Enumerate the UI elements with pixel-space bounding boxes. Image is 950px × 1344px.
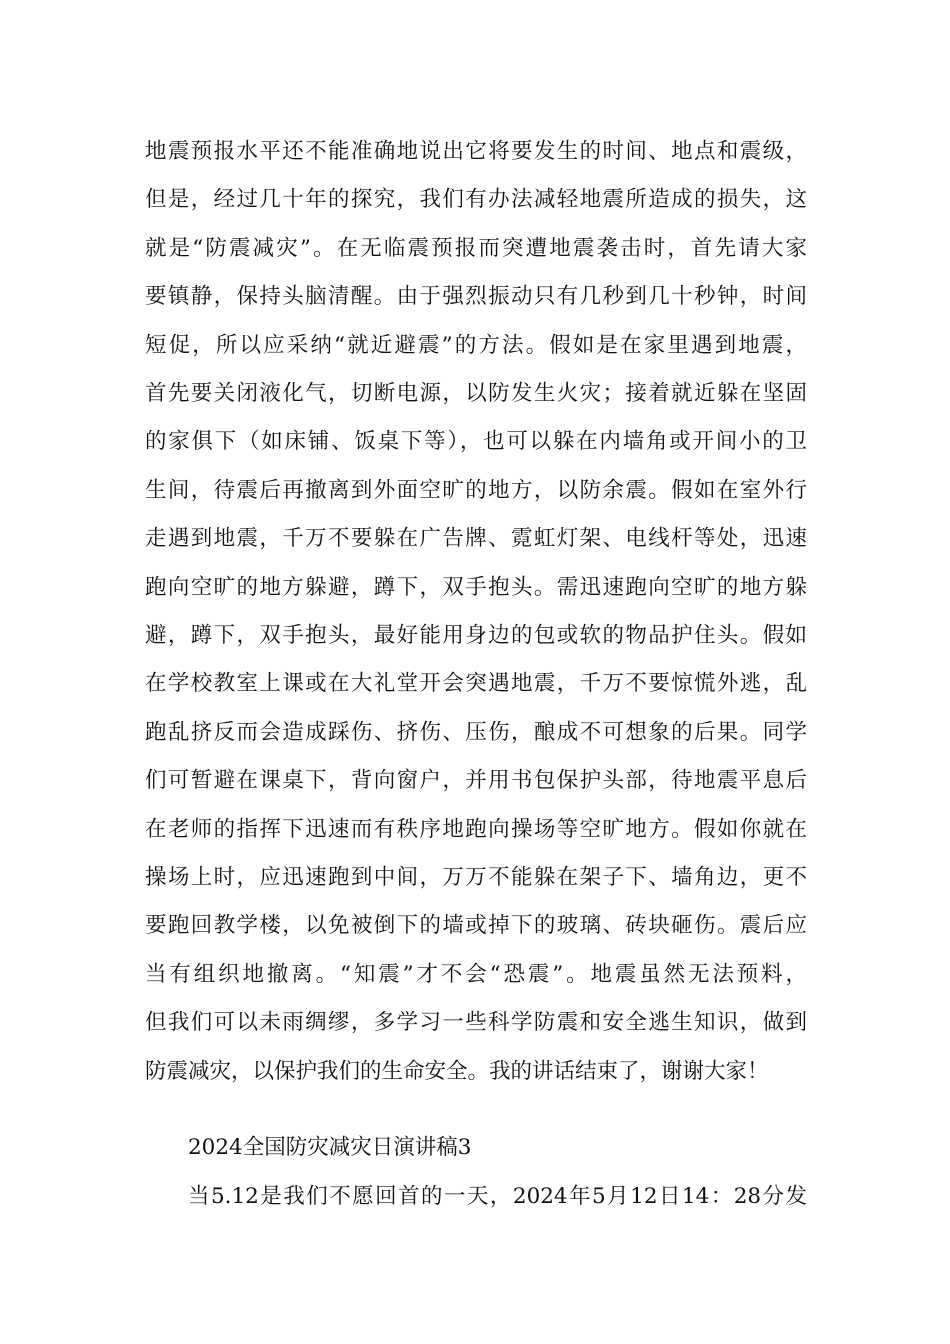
paragraph-2-line: 当5.12是我们不愿回首的一天，2024年5月12日14：28分发: [188, 1184, 807, 1209]
paragraph-line: 当有组织地撤离。“知震”才不会“恐震”。地震虽然无法预料，: [145, 961, 807, 987]
paragraph-line: 首先要关闭液化气，切断电源，以防发生火灾；接着就近躲在坚固: [145, 381, 807, 406]
paragraph-line: 但我们可以未雨绸缪，多学习一些科学防震和安全逃生知识，做到: [145, 1010, 807, 1036]
section-heading: 2024全国防灾减灾日演讲稿3: [188, 1135, 472, 1160]
paragraph-line: 在学校教室上课或在大礼堂开会突遇地震，千万不要惊慌外逃，乱: [145, 671, 807, 697]
paragraph-line: 走遇到地震，千万不要躲在广告牌、霓虹灯架、电线杆等处，迅速: [145, 526, 807, 552]
paragraph-line: 跑向空旷的地方躲避，蹲下，双手抱头。需迅速跑向空旷的地方躲: [145, 574, 807, 600]
paragraph-line: 要镇静，保持头脑清醒。由于强烈振动只有几秒到几十秒钟，时间: [145, 284, 807, 310]
paragraph-line: 地震预报水平还不能准确地说出它将要发生的时间、地点和震级，: [145, 139, 807, 164]
paragraph-line: 跑乱挤反而会造成踩伤、挤伤、压伤，酿成不可想象的后果。同学: [145, 719, 807, 745]
paragraph-line: 防震减灾，以保护我们的生命安全。我的讲话结束了，谢谢大家！: [145, 1058, 769, 1084]
paragraph-line: 短促，所以应采纳“就近避震”的方法。假如是在家里遇到地震，: [145, 332, 807, 358]
paragraph-line: 们可暂避在课桌下，背向窗户，并用书包保护头部，待地震平息后: [145, 768, 807, 794]
paragraph-line: 的家俱下（如床铺、饭桌下等），也可以躲在内墙角或开间小的卫: [145, 429, 807, 455]
paragraph-line: 操场上时，应迅速跑到中间，万万不能躲在架子下、墙角边，更不: [145, 865, 807, 890]
paragraph-line: 要跑回教学楼，以免被倒下的墙或掉下的玻璃、砖块砸伤。震后应: [145, 913, 807, 939]
paragraph-line: 在老师的指挥下迅速而有秩序地跑向操场等空旷地方。假如你就在: [145, 816, 807, 842]
paragraph-line: 避，蹲下，双手抱头，最好能用身边的包或软的物品护住头。假如: [145, 623, 807, 648]
paragraph-line: 但是，经过几十年的探究，我们有办法减轻地震所造成的损失，这: [145, 187, 807, 213]
paragraph-line: 就是“防震减灾”。在无临震预报而突遭地震袭击时，首先请大家: [145, 235, 807, 261]
paragraph-line: 生间，待震后再撤离到外面空旷的地方，以防余震。假如在室外行: [145, 477, 807, 503]
